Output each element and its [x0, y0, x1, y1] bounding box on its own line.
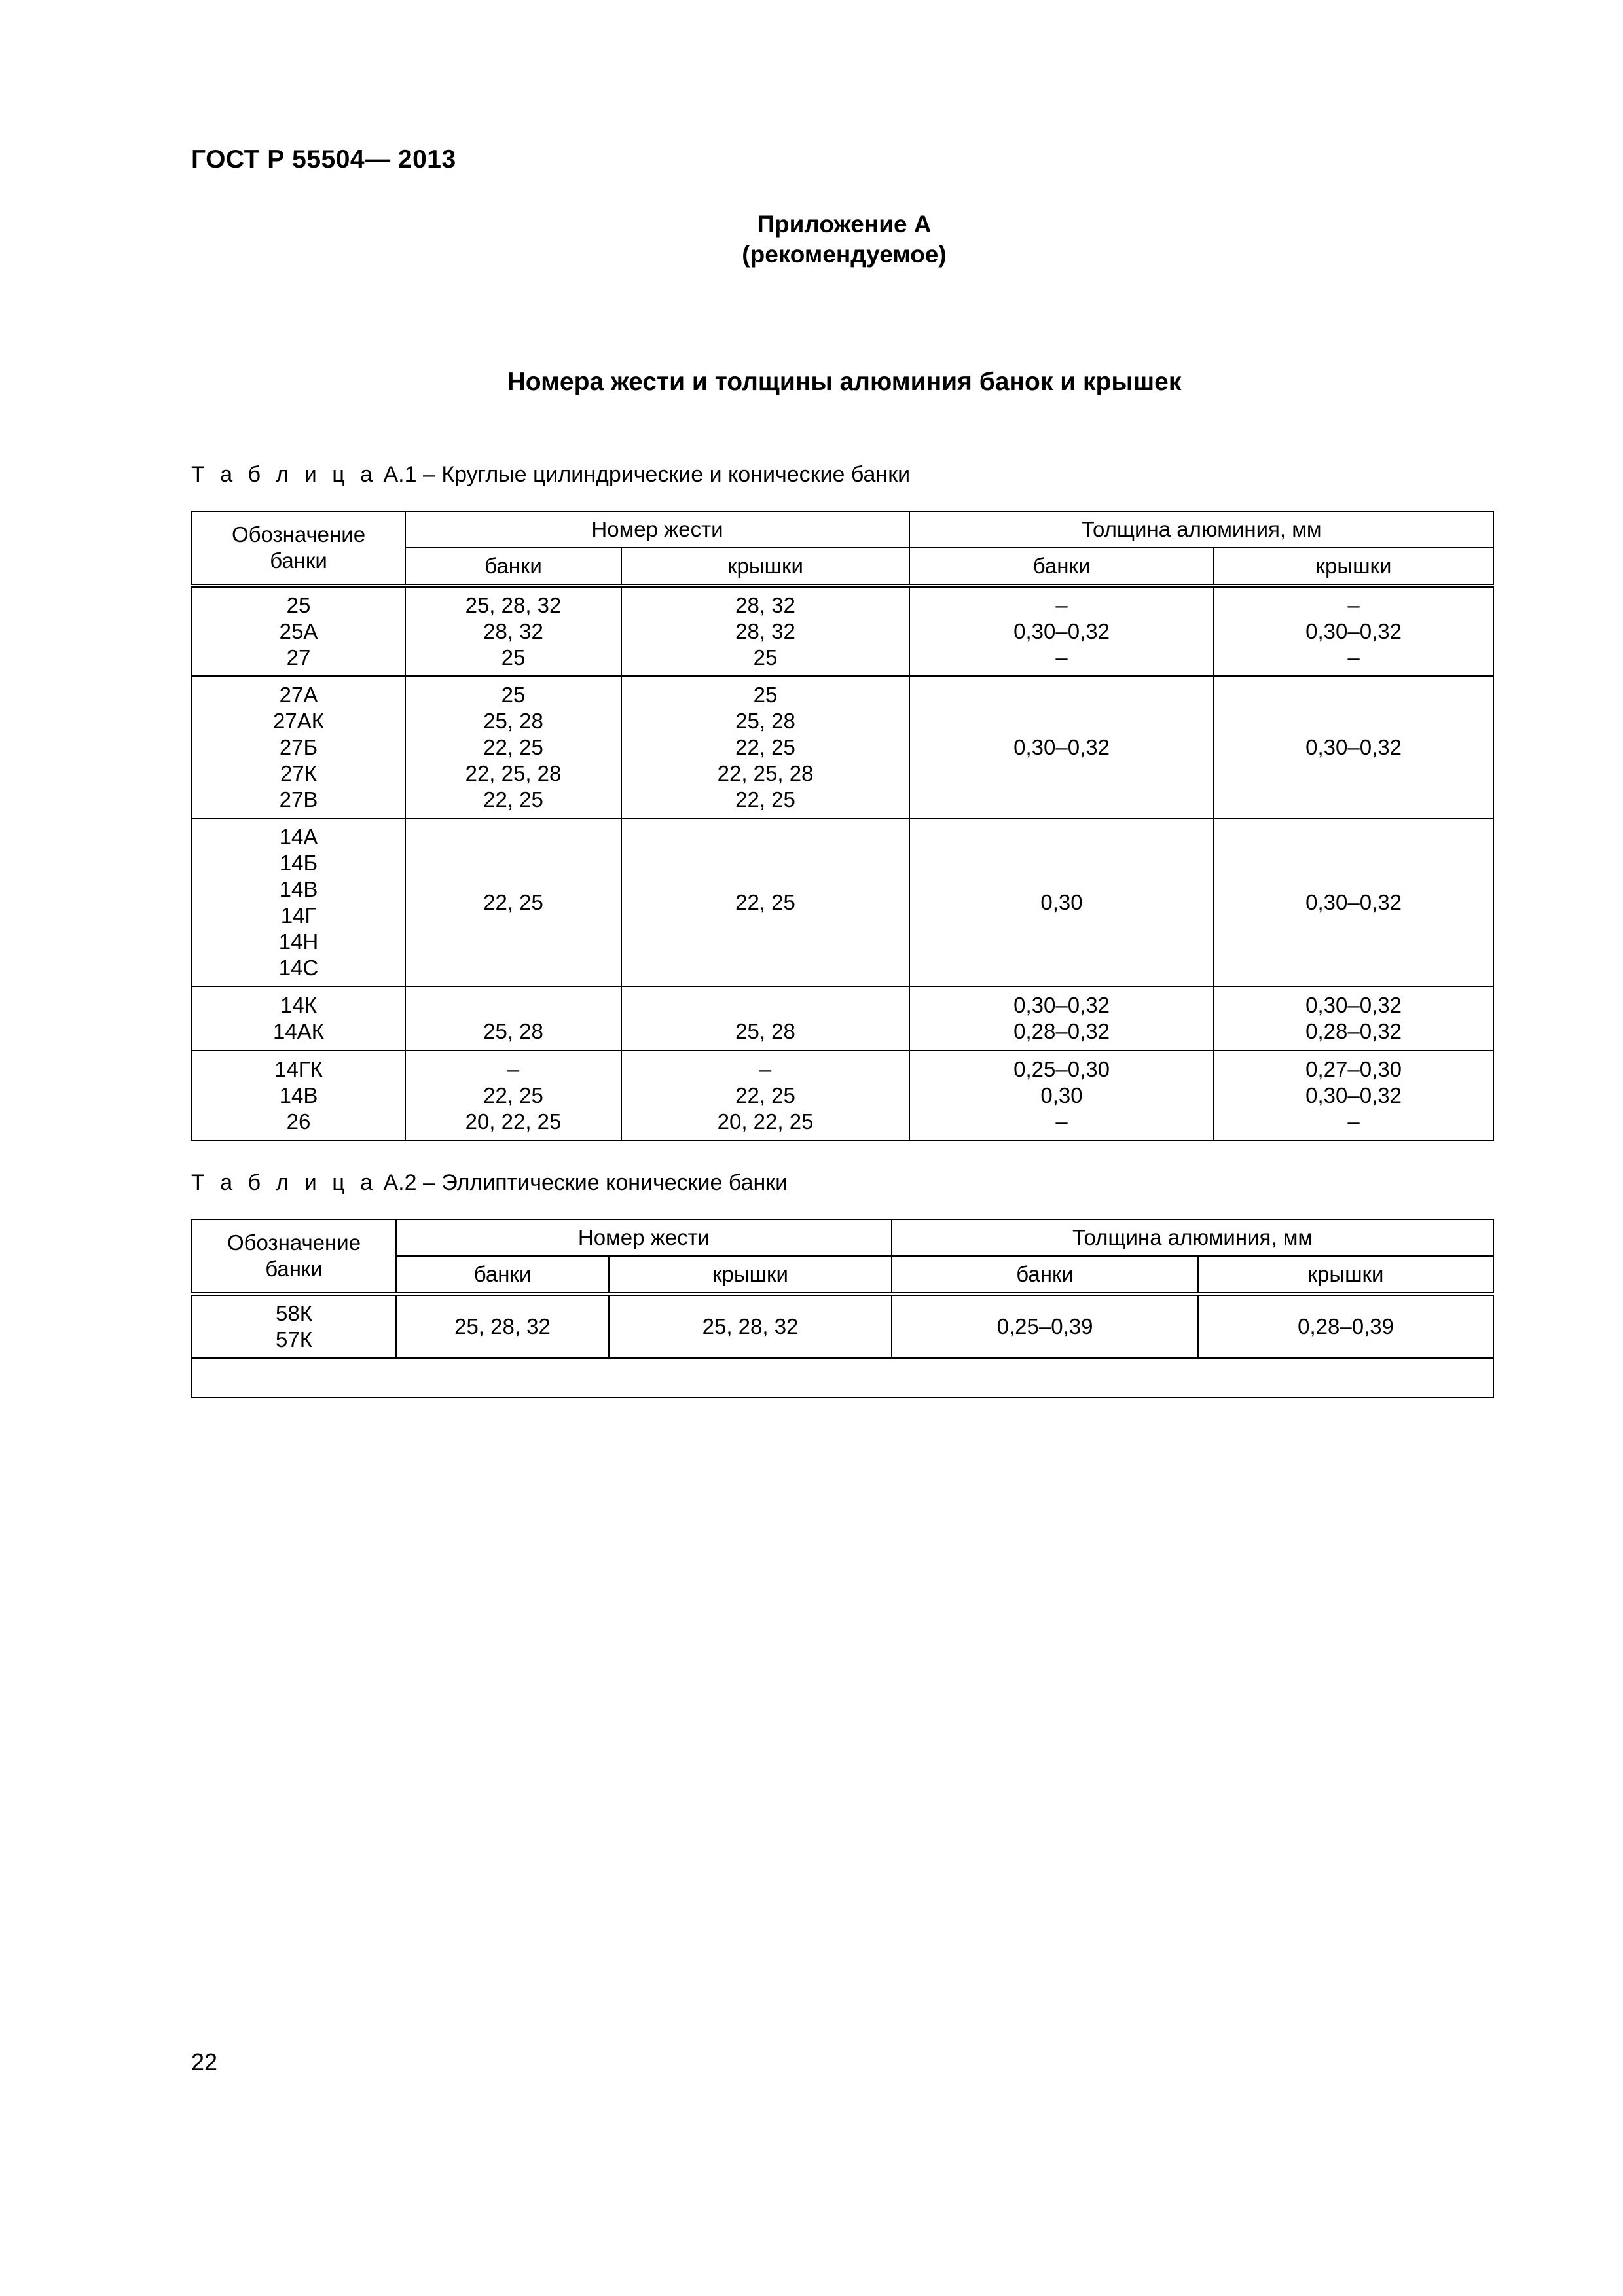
designation-cell: 27А 27АК 27Б 27К 27В: [192, 676, 405, 819]
table2-header-designation: Обозначение банки: [192, 1219, 396, 1294]
table1: [191, 511, 1494, 1141]
al-lids-cell: 0,30–0,32 0,28–0,32: [1214, 986, 1493, 1050]
table1-caption: [191, 462, 910, 488]
table2-header-tin-number: Номер жести: [396, 1219, 892, 1256]
table2-caption: [191, 1170, 788, 1196]
table2-caption-label: Т а б л и ц а: [191, 1170, 378, 1195]
tin-cans-cell: 25 25, 28 22, 25 22, 25, 28 22, 25: [405, 676, 621, 819]
designation-cell: 58К 57К: [192, 1294, 396, 1358]
table1-header-designation: Обозначение банки: [192, 511, 405, 586]
designation-cell: 14ГК 14В 26: [192, 1050, 405, 1141]
table-row: [192, 676, 1493, 819]
table2: [191, 1219, 1494, 1398]
table-row-empty: [192, 1358, 1493, 1397]
tin-lids-cell: 25, 28: [621, 986, 909, 1050]
al-lids-cell: – 0,30–0,32 –: [1214, 586, 1493, 676]
tin-cans-cell: – 22, 25 20, 22, 25: [405, 1050, 621, 1141]
table1-header-tin-number: Номер жести: [405, 511, 909, 548]
table1-header-aluminium-thickness: Толщина алюминия, мм: [909, 511, 1493, 548]
al-lids-cell: 0,28–0,39: [1198, 1294, 1493, 1358]
tin-lids-cell: 25, 28, 32: [609, 1294, 892, 1358]
table-row: [192, 1294, 1493, 1358]
al-cans-cell: – 0,30–0,32 –: [909, 586, 1214, 676]
tin-cans-cell: 25, 28, 32 28, 32 25: [405, 586, 621, 676]
table2-header-tin-lids: крышки: [609, 1256, 892, 1294]
document-title: [0, 368, 1623, 397]
table2-header-al-cans: банки: [892, 1256, 1198, 1294]
document-title-text: Номера жести и толщины алюминия банок и крышек: [507, 368, 1182, 396]
tin-lids-cell: – 22, 25 20, 22, 25: [621, 1050, 909, 1141]
table1-header-tin-cans: банки: [405, 548, 621, 586]
tin-cans-cell: 25, 28: [405, 986, 621, 1050]
al-lids-cell: 0,30–0,32: [1214, 676, 1493, 819]
table2-header-al-lids: крышки: [1198, 1256, 1493, 1294]
tin-cans-cell: 22, 25: [405, 819, 621, 986]
designation-cell: 14А 14Б 14В 14Г 14Н 14С: [192, 819, 405, 986]
designation-cell: 14К 14АК: [192, 986, 405, 1050]
tin-lids-cell: 25 25, 28 22, 25 22, 25, 28 22, 25: [621, 676, 909, 819]
table2-header-tin-cans: банки: [396, 1256, 609, 1294]
empty-cell: [192, 1358, 1493, 1397]
appendix-note: (рекомендуемое): [742, 241, 947, 268]
table1-caption-label: Т а б л и ц а: [191, 462, 378, 487]
al-lids-cell: 0,27–0,30 0,30–0,32 –: [1214, 1050, 1493, 1141]
designation-cell: 25 25А 27: [192, 586, 405, 676]
table2-caption-text: А.2 – Эллиптические конические банки: [377, 1170, 788, 1195]
tin-cans-cell: 25, 28, 32: [396, 1294, 609, 1358]
al-cans-cell: 0,30: [909, 819, 1214, 986]
tin-lids-cell: 22, 25: [621, 819, 909, 986]
al-cans-cell: 0,30–0,32: [909, 676, 1214, 819]
al-cans-cell: 0,25–0,30 0,30 –: [909, 1050, 1214, 1141]
al-cans-cell: 0,30–0,32 0,28–0,32: [909, 986, 1214, 1050]
table-row: [192, 986, 1493, 1050]
table1-header-al-lids: крышки: [1214, 548, 1493, 586]
al-cans-cell: 0,25–0,39: [892, 1294, 1198, 1358]
table2-header-aluminium-thickness: Толщина алюминия, мм: [892, 1219, 1493, 1256]
table-row: [192, 1050, 1493, 1141]
table1-caption-text: А.1 – Круглые цилиндрические и конические банки: [377, 462, 911, 487]
table1-header-al-cans: банки: [909, 548, 1214, 586]
table1-header-tin-lids: крышки: [621, 548, 909, 586]
table-row: [192, 819, 1493, 986]
al-lids-cell: 0,30–0,32: [1214, 819, 1493, 986]
table-row: [192, 586, 1493, 676]
appendix-heading: [0, 209, 1623, 270]
tin-lids-cell: 28, 32 28, 32 25: [621, 586, 909, 676]
appendix-title: Приложение А: [757, 211, 932, 238]
page-number: 22: [191, 2049, 218, 2075]
standard-header: ГОСТ Р 55504— 2013: [191, 145, 456, 173]
